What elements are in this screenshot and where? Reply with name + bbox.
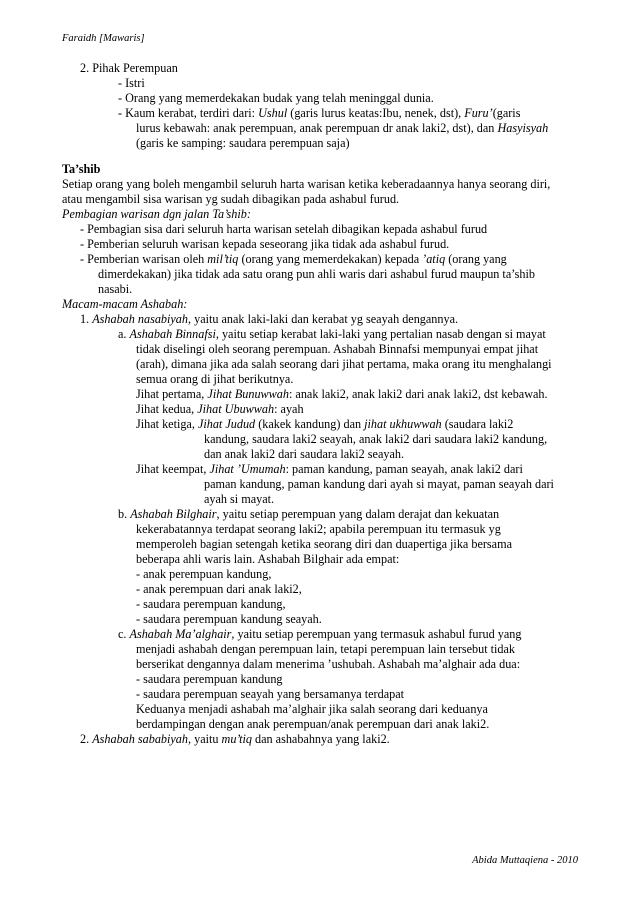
list-item: - saudara perempuan seayah yang bersamanya terdapat — [136, 687, 404, 701]
list-item: - anak perempuan dari anak laki2, — [136, 582, 302, 596]
list-item-pihak-perempuan: 2. Pihak Perempuan — [80, 61, 178, 75]
list-item: a. Ashabah Binnafsi, yaitu setiap kerabat laki-laki yang pertalian nasab dengan si mayat — [118, 327, 546, 341]
list-item: - Orang yang memerdekakan budak yang telah meninggal dunia. — [118, 91, 434, 105]
text-line: tidak diselingi oleh seorang perempuan. Ashabah Binnafsi mempunyai empat jihat — [136, 342, 539, 356]
list-item: - Kaum kerabat, terdiri dari: Ushul (garis lurus keatas:Ibu, nenek, dst), Furu’(garis — [118, 106, 521, 120]
subheading: Macam-macam Ashabah: — [62, 297, 188, 311]
subheading: Pembagian warisan dgn jalan Ta’shib: — [62, 207, 251, 221]
list-item: b. Ashabah Bilghair, yaitu setiap perempuan yang dalam derajat dan kekuatan — [118, 507, 500, 521]
text-line: Jihat keempat, Jihat ’Umumah: paman kandung, paman seayah, anak laki2 dari — [136, 462, 523, 476]
text-line: kandung, saudara laki2 seayah, anak laki2 dari saudara laki2 kandung, — [204, 432, 548, 446]
text-line: lurus kebawah: anak perempuan, anak perempuan dr anak laki2, dst), dan Hasyisyah — [136, 121, 549, 135]
text-line: memperoleh bagian setengah ketika seorang diri dan duapertiga jika bersama — [136, 537, 512, 551]
paragraph-line: Setiap orang yang boleh mengambil seluruh harta warisan ketika keberadaannya hanya seorang diri, — [62, 177, 551, 191]
text-line: menjadi ashabah dengan perempuan lain, tetapi perempuan lain tersebut tidak — [136, 642, 516, 656]
text-line: Jihat pertama, Jihat Bunuwwah: anak laki2, anak laki2 dari anak laki2, dst kebawah. — [136, 387, 548, 401]
list-item: - saudara perempuan kandung seayah. — [136, 612, 322, 626]
text-line: dan anak laki2 dari saudara laki2 seayah. — [204, 447, 404, 461]
list-item: - Pemberian warisan oleh mil’tiq (orang yang memerdekakan) kepada ’atiq (orang yang — [80, 252, 507, 266]
paragraph-line: atau mengambil sisa warisan yg sudah dibagikan pada ashabul furud. — [62, 192, 400, 206]
text-line: nasabi. — [98, 282, 133, 296]
text-line: paman kandung, paman kandung dari ayah si mayat, paman seayah dari — [204, 477, 554, 491]
text-line: semua orang di jihat berikutnya. — [136, 372, 294, 386]
text-line: kekerabatannya terdapat seorang laki2; apabila perempuan itu termasuk yg — [136, 522, 501, 536]
list-item: - saudara perempuan kandung — [136, 672, 283, 686]
text-line: berdampingan dengan anak perempuan/anak perempuan dari anak laki2. — [136, 717, 490, 731]
text-line: dimerdekakan) jika tidak ada satu orang pun ahli waris dari ashabul furud maupun ta’shib — [98, 267, 535, 281]
list-item: - Pembagian sisa dari seluruh harta warisan setelah dibagikan kepada ashabul furud — [80, 222, 488, 236]
list-item: - saudara perempuan kandung, — [136, 597, 286, 611]
text-line: Jihat ketiga, Jihat Judud (kakek kandung) dan jihat ukhuwwah (saudara laki2 — [136, 417, 514, 431]
text-line: berserikat dengannya dalam menerima ’ushubah. Ashabah ma’alghair ada dua: — [136, 657, 521, 671]
text-line: (garis ke samping: saudara perempuan saja) — [136, 136, 350, 150]
list-item: 1. Ashabah nasabiyah, yaitu anak laki-laki dan kerabat yg seayah dengannya. — [80, 312, 459, 326]
section-heading-tashib: Ta’shib — [62, 162, 101, 176]
list-item: - Istri — [118, 76, 145, 90]
page-footer: Abida Muttaqiena - 2010 — [472, 855, 578, 866]
list-item: - Pemberian seluruh warisan kepada seseorang jika tidak ada ashabul furud. — [80, 237, 450, 251]
list-item: c. Ashabah Ma’alghair, yaitu setiap perempuan yang termasuk ashabul furud yang — [118, 627, 522, 641]
list-item: - anak perempuan kandung, — [136, 567, 272, 581]
text-line: (arah), dimana jika ada salah seorang dari jihat pertama, maka orang itu menghalangi — [136, 357, 552, 371]
text-line: Keduanya menjadi ashabah ma’alghair jika salah seorang dari keduanya — [136, 702, 488, 716]
list-item: 2. Ashabah sababiyah, yaitu mu’tiq dan ashabahnya yang laki2. — [80, 732, 390, 746]
text-line: ayah si mayat. — [204, 492, 275, 506]
page-header: Faraidh [Mawaris] — [62, 33, 145, 44]
text-line: beberapa ahli waris lain. Ashabah Bilghair ada empat: — [136, 552, 400, 566]
text-line: Jihat kedua, Jihat Ubuwwah: ayah — [136, 402, 304, 416]
